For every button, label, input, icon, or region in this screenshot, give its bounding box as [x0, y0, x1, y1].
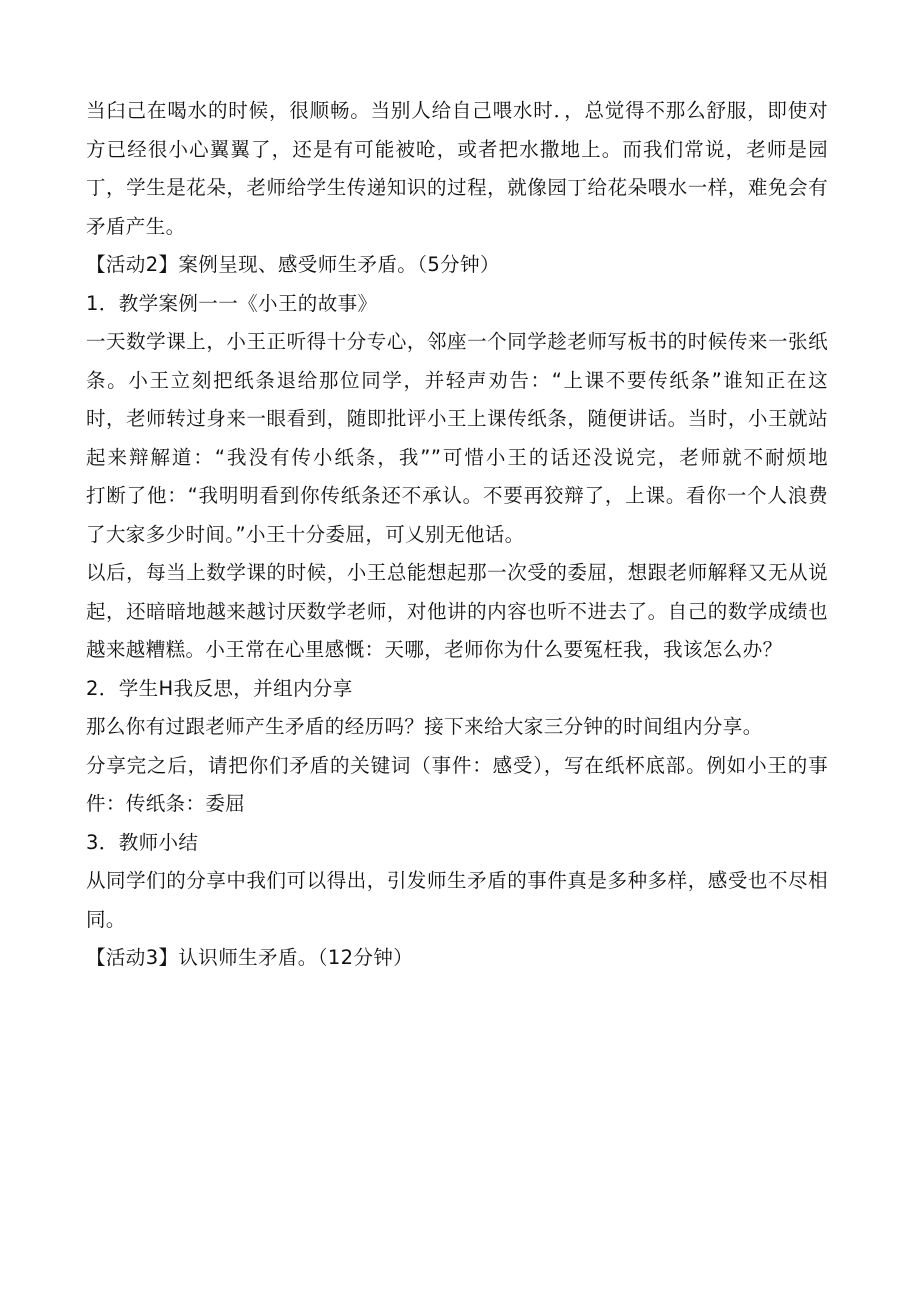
paragraph-line: 同。: [86, 907, 126, 931]
paragraph-line: 打断了他：“我明明看到你传纸条还不承认。不要再狡辩了，上课。看你一个人浪费: [86, 484, 828, 507]
paragraph-line: 丁，学生是花朵，老师给学生传递知识的过程，就像园丁给花朵喂水一样，难免会有: [86, 176, 828, 199]
paragraph-line: 当臼己在喝水的时候，很顺畅。当别人给自己喂水时．，总觉得不那么舒服，即使对: [86, 99, 828, 122]
paragraph-line: 一天数学课上，小王正听得十分专心，邻座一个同学趁老师写板书的时候传来一张纸: [86, 330, 828, 353]
document-body: [86, 92, 828, 978]
step-2-heading: 2．学生H我反思，并组内分享: [86, 676, 353, 700]
paragraph-line: 时，老师转过身来一眼看到，随即批评小王上课传纸条，随便讲话。当时，小王就站: [86, 407, 828, 430]
paragraph-line: 方已经很小心翼翼了，还是有可能被呛，或者把水撒地上。而我们常说，老师是园: [86, 137, 828, 161]
paragraph-line: 条。小王立刻把纸条退给那位同学，并轻声劝告：“上课不要传纸条”谁知正在这: [86, 368, 828, 392]
paragraph-line: 那么你有过跟老师产生矛盾的经历吗？接下来给大家三分钟的时间组内分享。: [86, 715, 763, 738]
paragraph-line: 以后，每当上数学课的时候，小王总能想起那一次受的委屈，想跟老师解释又无从说: [86, 561, 828, 584]
activity-3-heading: 【活动3】认识师生矛盾。（12分钟）: [86, 946, 414, 969]
paragraph-line: 起，还暗暗地越来越讨厌数学老师，对他讲的内容也听不进去了。自己的数学成绩也: [86, 599, 828, 623]
paragraph-line: 了大家多少时间。”小王十分委屈，可乂别无他话。: [86, 522, 525, 546]
case-1-heading: 1．教学案例一一《小王的故事》: [86, 291, 378, 315]
paragraph-line: 越来越糟糕。小王常在心里感慨：天哪，老师你为什么要冤枉我，我该怎么办？: [86, 638, 783, 661]
paragraph-line: 分享完之后，请把你们矛盾的关键词（事件：感受），写在纸杯底部。例如小王的事: [86, 753, 828, 777]
step-3-heading: 3．教师小结: [86, 830, 199, 854]
paragraph-line: 起来辩解道：“我没有传小纸条，我””可惜小王的话还没说完，老师就不耐烦地: [86, 445, 828, 469]
paragraph-line: 从同学们的分享中我们可以得出，引发师生矛盾的事件真是多种多样，感受也不尽相: [86, 869, 828, 892]
activity-2-heading: 【活动2】案例呈现、感受师生矛盾。（5分钟）: [86, 253, 500, 276]
paragraph-line: 矛盾产生。: [86, 214, 186, 238]
paragraph-line: 件：传纸条：委屈: [86, 792, 246, 815]
